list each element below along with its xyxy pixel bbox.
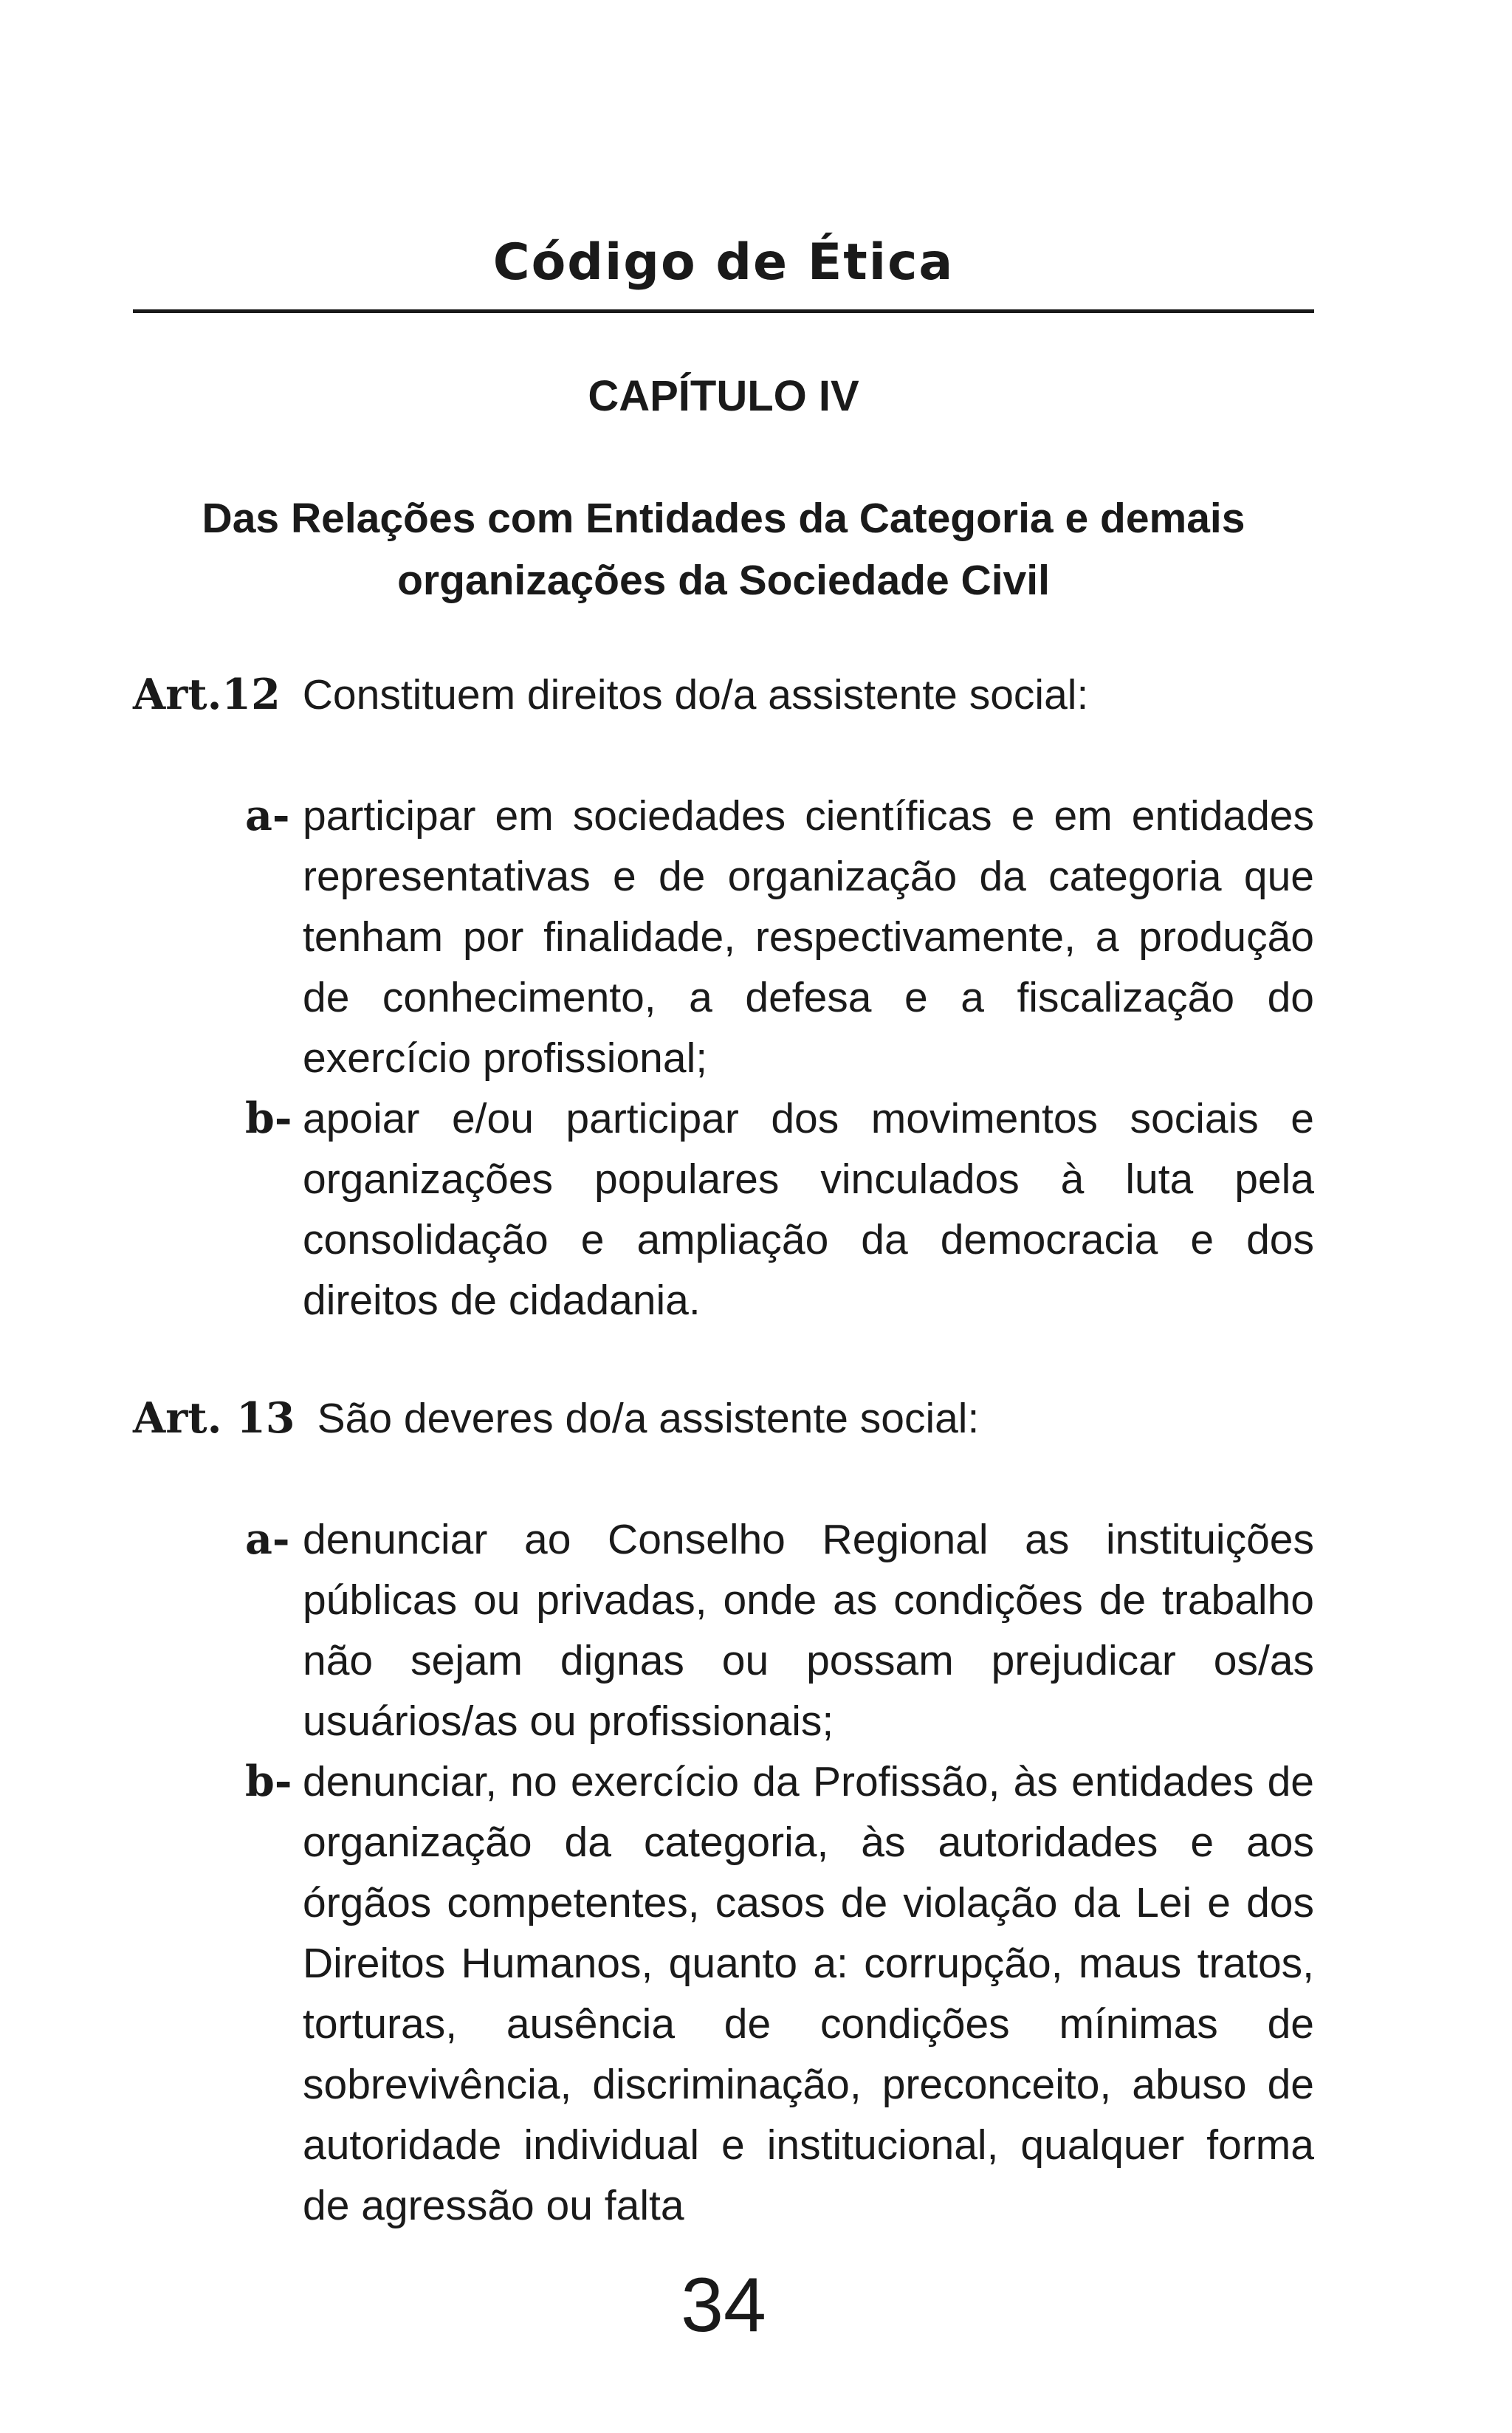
chapter-subtitle-line-2: organizações da Sociedade Civil [397, 557, 1050, 604]
item-text: participar em sociedades científicas e em entidades representativas e de organização da categoria que tenham por finalidade, respectivamente, a produção de conhecimento, a defesa e a fiscalização do exercício profissional; [303, 792, 1314, 1082]
chapter-subtitle [133, 487, 1314, 611]
item-marker: b- [245, 1757, 292, 1806]
item-text: apoiar e/ou participar dos movimentos sociais e organizações populares vinculados à luta pela consolidação e ampliação da democracia e dos direitos de cidadania. [303, 1095, 1314, 1324]
item-marker: b- [245, 1094, 292, 1143]
item-text: denunciar, no exercício da Profissão, às entidades de organização da categoria, às autoridades e aos órgãos competentes, casos de violação da Lei e dos Direitos Humanos, quanto a: corrupção, maus tratos, torturas, ausência de condições mínimas de sobrevivência, discriminação, preconceito, abuso de autoridade individual e institucional, qualquer forma de agressão ou falta [303, 1758, 1314, 2229]
item-marker: a- [245, 1514, 290, 1564]
article-13-heading [133, 1388, 1314, 1449]
article-12-heading [133, 665, 1314, 725]
article-12 [133, 665, 1314, 1331]
document-page [133, 0, 1314, 2433]
article-12-label: Art.12 [133, 670, 281, 719]
article-12-text: Constituem direitos do/a assistente social: [302, 671, 1089, 718]
article-12-item-b [245, 1088, 1314, 1331]
article-13-label: Art. 13 [133, 1393, 295, 1443]
page-number: 34 [681, 2262, 766, 2348]
item-text: denunciar ao Conselho Regional as instituições públicas ou privadas, onde as condições de trabalho não sejam dignas ou possam prejudicar os/as usuários/as ou profissionais; [303, 1516, 1314, 1745]
article-13-item-a [245, 1509, 1314, 1751]
chapter-title: CAPÍTULO IV [588, 372, 859, 420]
article-13-text: São deveres do/a assistente social: [317, 1395, 980, 1442]
item-marker: a- [245, 791, 290, 840]
article-12-item-a [245, 786, 1314, 1088]
article-13-items [133, 1509, 1314, 2236]
article-13-item-b [245, 1751, 1314, 2236]
chapter-subtitle-line-1: Das Relações com Entidades da Categoria e demais [202, 495, 1245, 542]
article-12-items [133, 786, 1314, 1331]
header-rule [133, 309, 1314, 313]
article-13 [133, 1388, 1314, 2236]
running-head-title: Código de Ética [492, 233, 955, 292]
